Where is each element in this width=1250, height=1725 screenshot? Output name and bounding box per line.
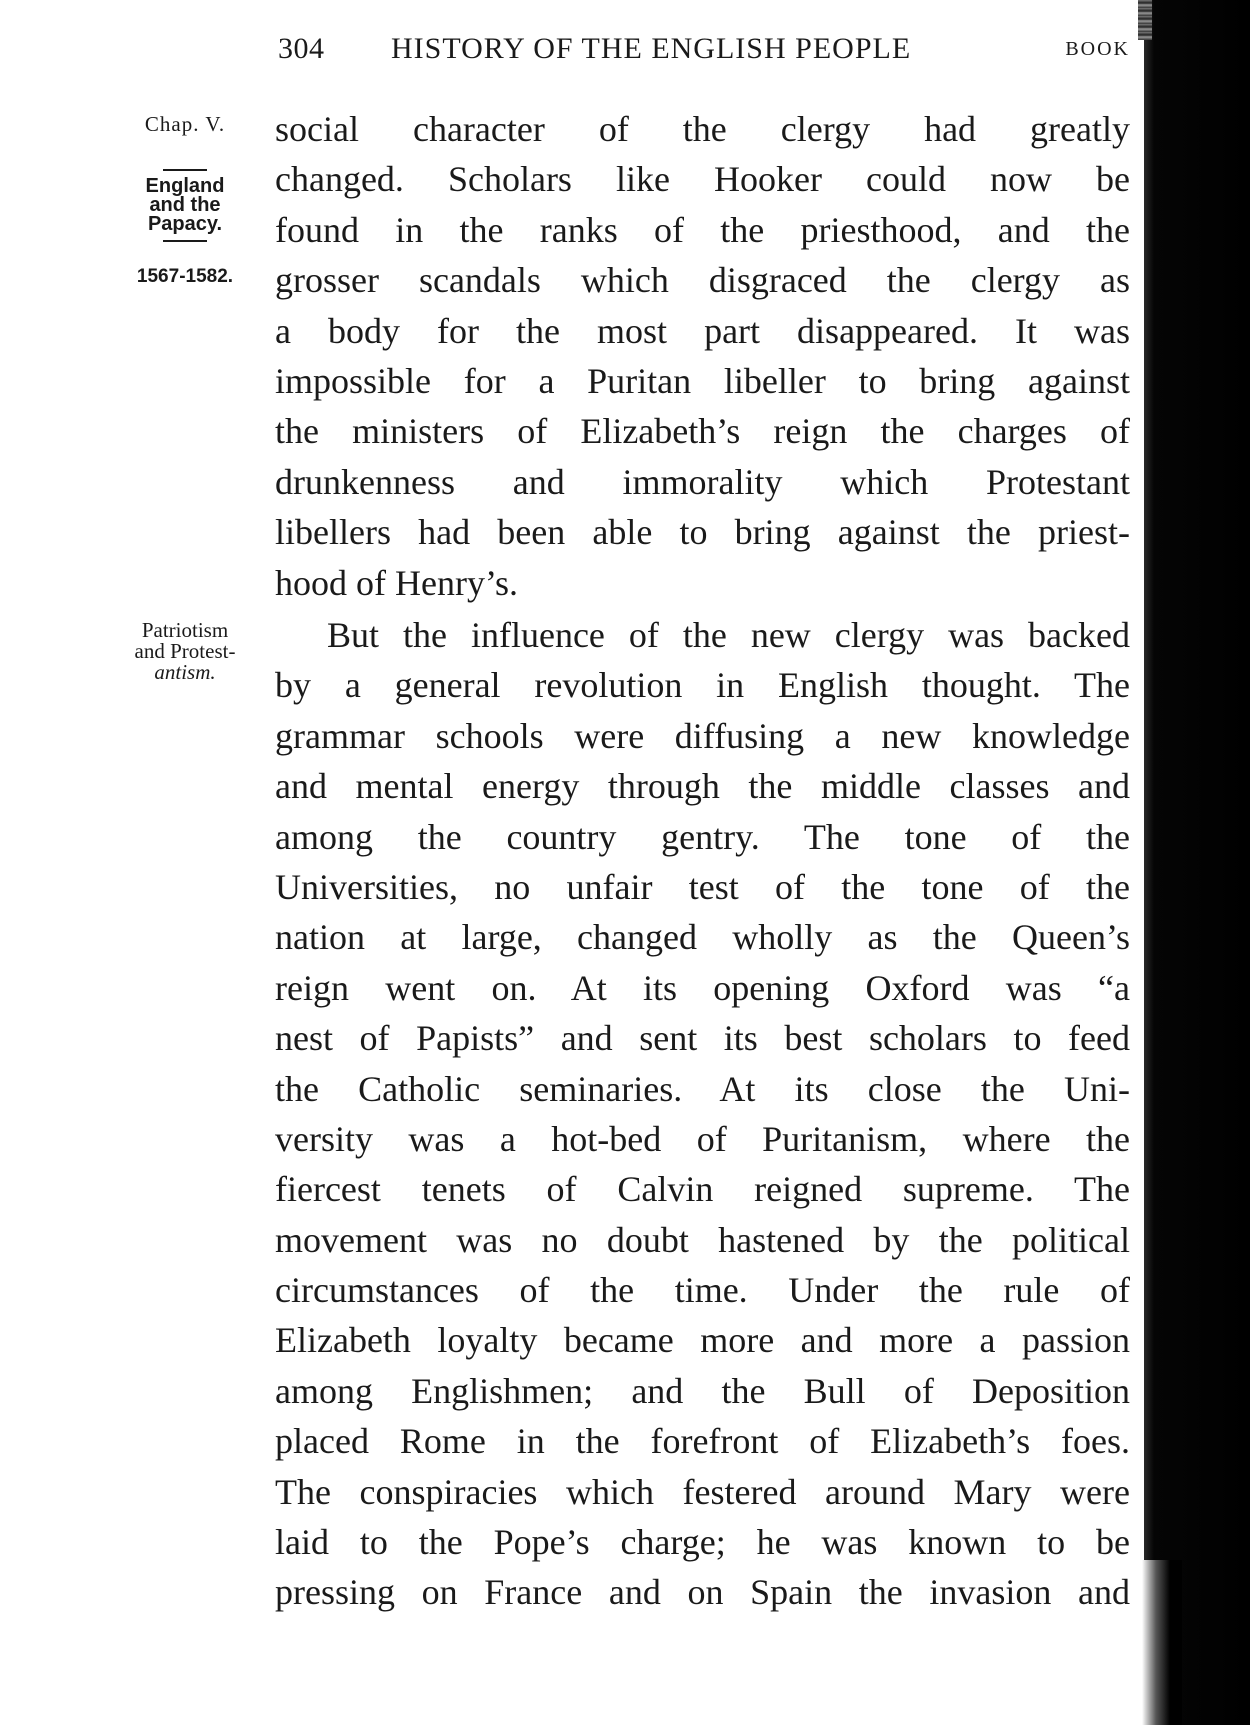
text-line: the Catholic seminaries. At its close the Uni- (275, 1068, 1130, 1109)
margin-note-line: Papacy. (147, 213, 223, 235)
scan-edge-noise (1142, 1560, 1182, 1725)
text-line: fiercest tenets of Calvin reigned supreme. The (275, 1169, 1130, 1210)
text-line: Elizabeth loyalty became more and more a passion (275, 1320, 1130, 1361)
text-line: among the country gentry. The tone of the (275, 816, 1130, 857)
margin-note-england-papacy (110, 163, 260, 248)
text-line: pressing on France and on Spain the invasion and (275, 1572, 1130, 1613)
text-line: a body for the most part disappeared. It was (275, 310, 1130, 351)
book-label: BOOK (1065, 38, 1130, 60)
rule-divider (163, 169, 207, 171)
text-line: versity was a hot-bed of Puritanism, where the (275, 1118, 1130, 1159)
text-line: social character of the clergy had greatly (275, 109, 1130, 149)
running-title: HISTORY OF THE ENGLISH PEOPLE (391, 32, 912, 65)
text-line: Universities, no unfair test of the tone of the (275, 866, 1130, 907)
margin-note-line: Patriotism (141, 618, 229, 642)
text-line: placed Rome in the forefront of Elizabeth’s foes. (275, 1421, 1130, 1462)
text-line: by a general revolution in English thought. The (275, 665, 1130, 706)
paragraph-continued (275, 104, 1130, 608)
margin-note-line: and Protest- (134, 639, 236, 663)
text-line: grammar schools were diffusing a new knowledge (275, 715, 1130, 756)
rule-divider (163, 240, 207, 242)
margin-note-line: antism. (154, 660, 216, 684)
running-header (275, 28, 1130, 72)
paragraph-patriotism (275, 610, 1130, 1618)
margin-note-line: England (145, 175, 225, 197)
text-line: the ministers of Elizabeth’s reign the charges of (275, 411, 1130, 452)
text-line: nest of Papists” and sent its best scholars to feed (275, 1018, 1130, 1059)
text-line: impossible for a Puritan libeller to bring against (275, 360, 1130, 401)
margin-note-line: and the (149, 194, 221, 216)
chapter-label: Chap. V. (144, 112, 226, 136)
scan-page-edge (1144, 0, 1250, 1725)
page-number: 304 (278, 32, 325, 65)
text-line: movement was no doubt hastened by the political (275, 1219, 1130, 1260)
text-line: found in the ranks of the priesthood, and the (275, 209, 1130, 250)
text-line: and mental energy through the middle classes and (275, 766, 1130, 807)
margin-note-dates: 1567-1582. (136, 266, 234, 287)
text-line: grosser scandals which disgraced the clergy as (275, 260, 1130, 301)
text-line: But the influence of the new clergy was backed (327, 615, 1130, 655)
text-line: reign went on. At its opening Oxford was “a (275, 967, 1130, 1008)
text-line: circumstances of the time. Under the rule of (275, 1270, 1130, 1311)
text-line: laid to the Pope’s charge; he was known to be (275, 1522, 1130, 1563)
text-line: nation at large, changed wholly as the Queen’s (275, 917, 1130, 958)
text-line: libellers had been able to bring against the priest- (275, 512, 1130, 553)
margin-note-patriotism (110, 620, 260, 683)
text-line: hood of Henry’s. (275, 562, 518, 603)
text-line: The conspiracies which festered around Mary were (275, 1471, 1130, 1512)
text-line: drunkenness and immorality which Protestant (275, 461, 1130, 502)
text-line: among Englishmen; and the Bull of Deposition (275, 1370, 1130, 1411)
scan-edge-noise (1138, 0, 1152, 40)
text-line: changed. Scholars like Hooker could now be (275, 159, 1130, 200)
